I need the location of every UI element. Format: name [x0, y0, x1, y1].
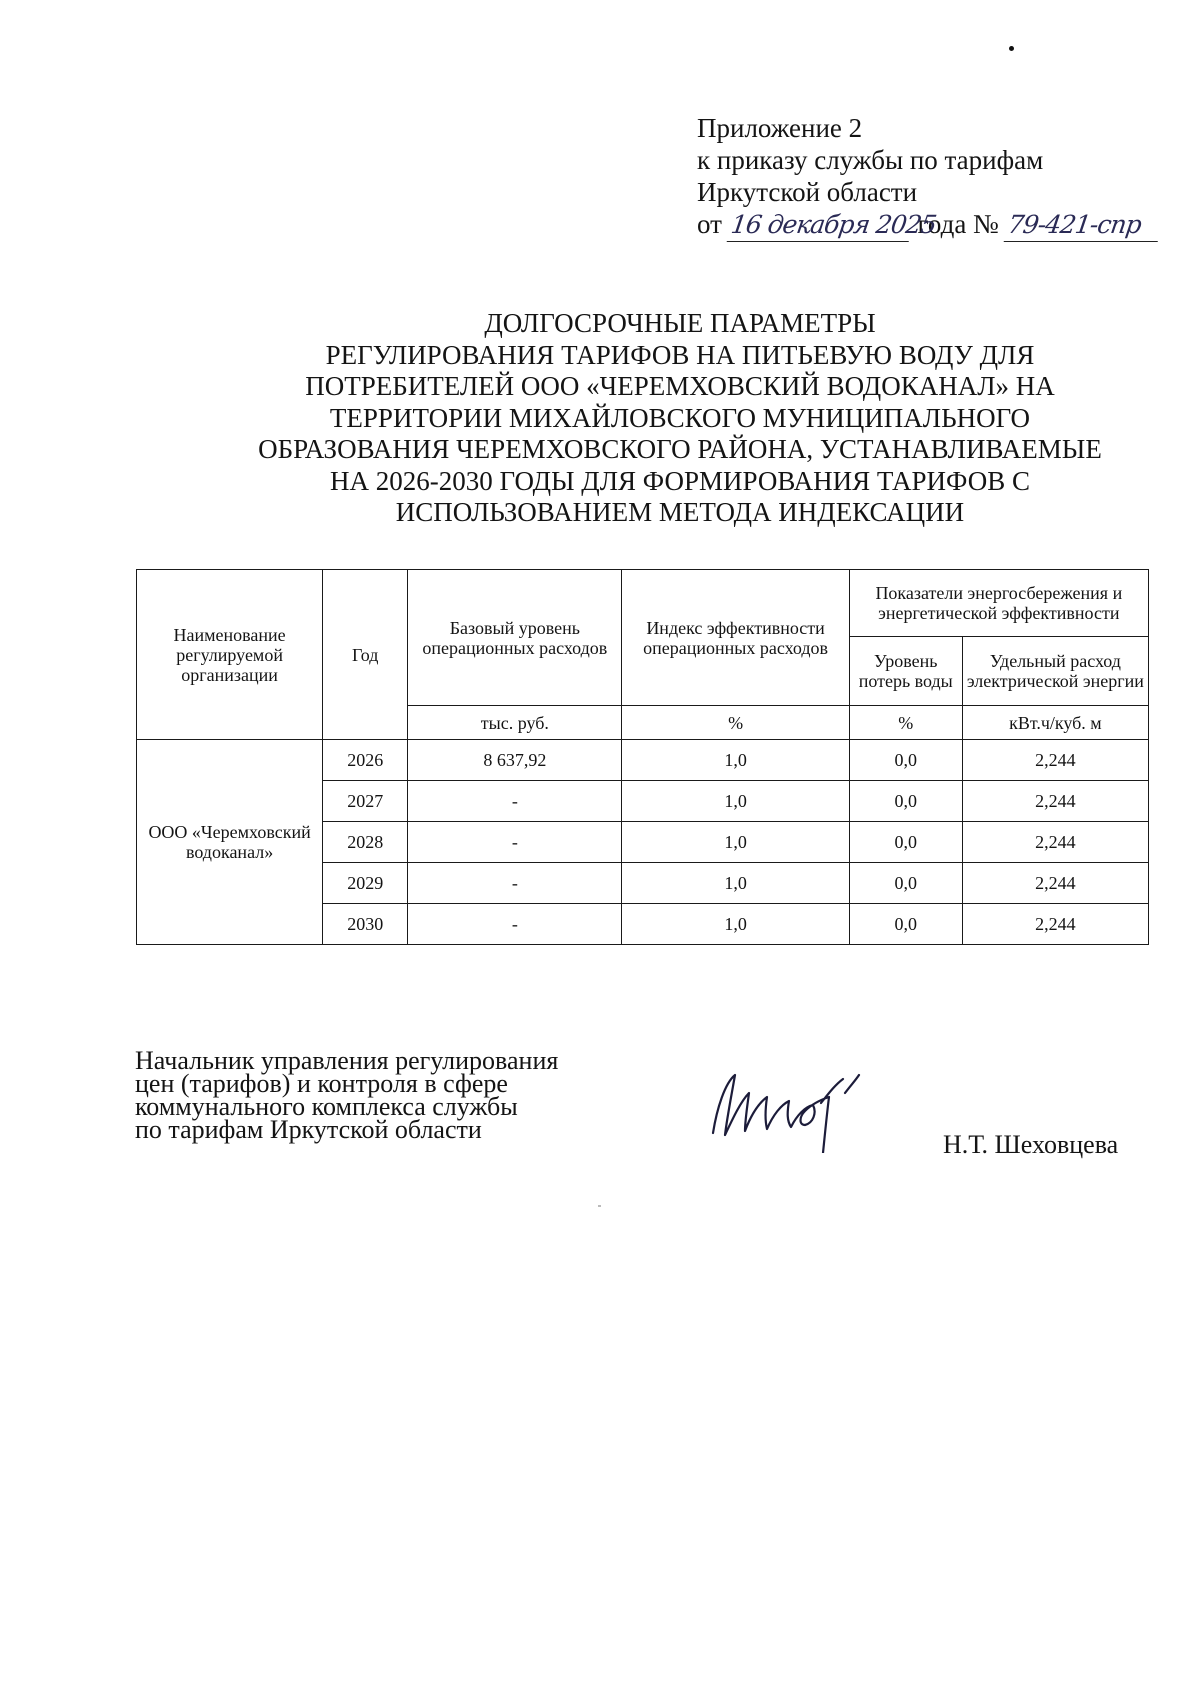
cell-water-loss: 0,0 [849, 781, 962, 822]
cell-base-level: - [408, 822, 622, 863]
signature-position-block [135, 1046, 559, 1144]
header-efficiency-index: Индекс эффективности операционных расходов [622, 570, 849, 706]
unit-specific-consumption: кВт.ч/куб. м [962, 706, 1148, 740]
title-line-4: ТЕРРИТОРИИ МИХАЙЛОВСКОГО МУНИЦИПАЛЬНОГО [329, 402, 1031, 433]
unit-water-loss: % [849, 706, 962, 740]
appendix-line-3: Иркутской области [697, 177, 918, 207]
title-line-2: РЕГУЛИРОВАНИЯ ТАРИФОВ НА ПИТЬЕВУЮ ВОДУ ДЛЯ [325, 339, 1035, 370]
cell-specific-consumption: 2,244 [962, 740, 1148, 781]
cell-base-level: 8 637,92 [408, 740, 622, 781]
scan-dot [1009, 46, 1014, 51]
cell-year: 2027 [323, 781, 408, 822]
scan-speck [598, 1205, 601, 1207]
cell-year: 2030 [323, 904, 408, 945]
cell-base-level: - [408, 904, 622, 945]
table-row [137, 740, 1149, 781]
appendix-header [697, 112, 1160, 242]
title-line-1: ДОЛГОСРОЧНЫЕ ПАРАМЕТРЫ [484, 308, 876, 338]
appendix-line-1: Приложение 2 [697, 113, 863, 143]
cell-specific-consumption: 2,244 [962, 781, 1148, 822]
position-line-1: Начальник управления регулирования [135, 1046, 559, 1075]
cell-water-loss: 0,0 [849, 822, 962, 863]
cell-efficiency-index: 1,0 [622, 822, 849, 863]
cell-base-level: - [408, 863, 622, 904]
title-line-7: ИСПОЛЬЗОВАНИЕМ МЕТОДА ИНДЕКСАЦИИ [395, 497, 965, 527]
cell-year: 2028 [323, 822, 408, 863]
handwritten-signature [695, 1063, 905, 1153]
cell-efficiency-index: 1,0 [622, 863, 849, 904]
position-line-4: по тарифам Иркутской области [135, 1115, 482, 1144]
header-energy-group: Показатели энергосбережения и энергетической эффективности [849, 570, 1148, 637]
title-line-5: ОБРАЗОВАНИЯ ЧЕРЕМХОВСКОГО РАЙОНА, УСТАНАВЛИВАЕМЫЕ [258, 434, 1102, 464]
year-label: года № [917, 209, 999, 239]
cell-specific-consumption: 2,244 [962, 822, 1148, 863]
cell-efficiency-index: 1,0 [622, 781, 849, 822]
position-line-2: цен (тарифов) и контроля в сфере [135, 1069, 508, 1098]
header-year: Год [323, 570, 408, 740]
appendix-line-4 [697, 208, 1160, 242]
table-header-row [137, 570, 1149, 637]
unit-base-level: тыс. руб. [408, 706, 622, 740]
organization-name: ООО «Черемховский водоканал» [137, 740, 323, 945]
cell-specific-consumption: 2,244 [962, 904, 1148, 945]
from-label: от [697, 209, 722, 239]
signer-name: Н.Т. Шеховцева [943, 1130, 1119, 1159]
handwritten-date: 16 декабря 2025 [726, 209, 913, 242]
cell-efficiency-index: 1,0 [622, 904, 849, 945]
document-title [180, 308, 1180, 529]
handwritten-order-number: 79-421-спр [1003, 209, 1162, 242]
title-line-3: ПОТРЕБИТЕЛЕЙ ООО «ЧЕРЕМХОВСКИЙ ВОДОКАНАЛ» НА [305, 371, 1055, 401]
cell-water-loss: 0,0 [849, 904, 962, 945]
header-base-level: Базовый уровень операционных расходов [408, 570, 622, 706]
position-line-3: коммунального комплекса службы [135, 1092, 518, 1121]
cell-year: 2029 [323, 863, 408, 904]
title-line-6: НА 2026-2030 ГОДЫ ДЛЯ ФОРМИРОВАНИЯ ТАРИФОВ С [330, 465, 1030, 496]
parameters-table [136, 569, 1149, 945]
cell-efficiency-index: 1,0 [622, 740, 849, 781]
cell-specific-consumption: 2,244 [962, 863, 1148, 904]
header-water-loss: Уровень потерь воды [849, 637, 962, 706]
header-org-name: Наименование регулируемой организации [137, 570, 323, 740]
cell-water-loss: 0,0 [849, 863, 962, 904]
unit-efficiency-index: % [622, 706, 849, 740]
cell-base-level: - [408, 781, 622, 822]
header-specific-consumption: Удельный расход электрической энергии [962, 637, 1148, 706]
appendix-line-2: к приказу службы по тарифам [697, 145, 1044, 175]
cell-year: 2026 [323, 740, 408, 781]
cell-water-loss: 0,0 [849, 740, 962, 781]
